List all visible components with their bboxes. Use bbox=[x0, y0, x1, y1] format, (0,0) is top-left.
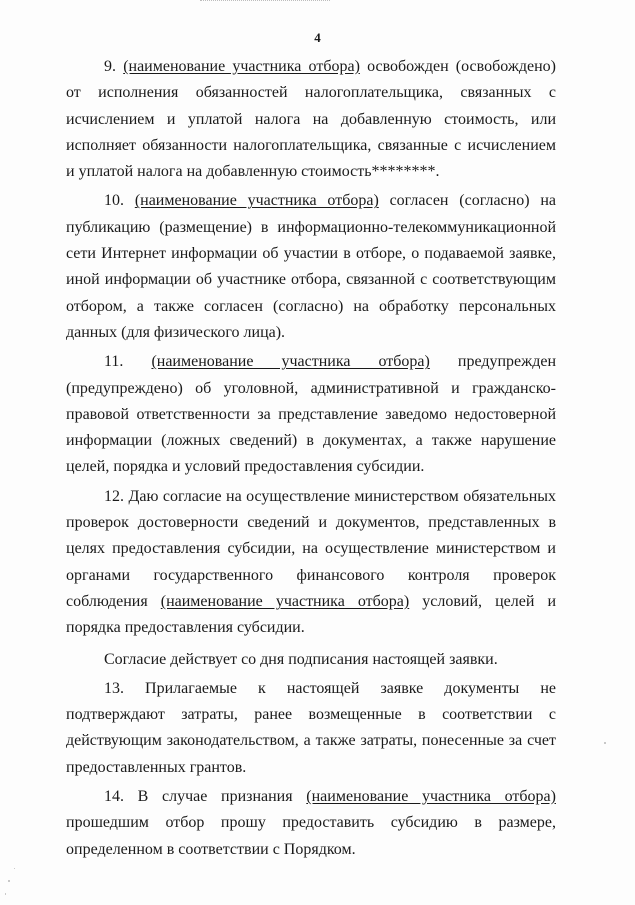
paragraph-number: 12. bbox=[104, 487, 124, 505]
participant-placeholder: (наименование участника отбора) bbox=[134, 192, 379, 210]
document-body bbox=[66, 54, 556, 866]
paragraph-text: предупрежден (предупреждено) об уголовной, административной и гражданско-правовой ответственности за представление заведомо недостоверной информации (ложных сведений) в документах, а также нарушение целей, порядка и условий предоставления субсидии. bbox=[66, 353, 556, 476]
paragraph-text-before: В случае признания bbox=[124, 788, 307, 806]
paragraph-11 bbox=[66, 349, 556, 480]
paragraph-number: 10. bbox=[104, 192, 124, 210]
paragraph-text: освобожден (освобождено) от исполнения обязанностей налогоплательщика, связанных с исчислением и уплатой налога на добавленную стоимость, или исполняет обязанности налогоплательщика, связанные с исчислением и уплатой налога на добавленную стоимость********. bbox=[66, 58, 557, 181]
paragraph-number: 14. bbox=[104, 788, 124, 806]
paragraph-text: условий, целей и порядка предоставления субсидии. bbox=[66, 592, 556, 637]
consent-validity-paragraph bbox=[66, 647, 556, 673]
paragraph-9 bbox=[66, 54, 556, 185]
participant-placeholder: (наименование участника отбора) bbox=[306, 788, 556, 806]
paragraph-number: 9. bbox=[104, 58, 116, 75]
paragraph-number: 11. bbox=[104, 353, 124, 371]
paragraph-text: Прилагаемые к настоящей заявке документы не подтверждают затраты, ранее возмещенные в соответствии с действующим законодательством, а также затраты, понесенные за счет предоставленных грантов. bbox=[66, 679, 557, 776]
scan-speck bbox=[14, 868, 15, 869]
paragraph-10 bbox=[66, 188, 556, 346]
paragraph-14 bbox=[66, 784, 556, 863]
paragraph-number: 13. bbox=[104, 679, 124, 697]
paragraph-12 bbox=[66, 484, 556, 642]
participant-placeholder: (наименование участника отбора) bbox=[160, 592, 410, 610]
scan-speck bbox=[604, 742, 606, 744]
paragraph-text-before: Даю согласие на осуществление министерством обязательных проверок достоверности сведений и документов, представленных в целях предоставления субсидии, на осуществление министерством и органами государственного финансового контроля проверок соблюдения bbox=[66, 487, 557, 610]
participant-placeholder: (наименование участника отбора) bbox=[123, 58, 360, 75]
participant-placeholder: (наименование участника отбора) bbox=[151, 353, 430, 371]
page-number: 4 bbox=[314, 30, 321, 45]
paragraph-text: Согласие действует со дня подписания настоящей заявки. bbox=[104, 650, 498, 668]
paragraph-13 bbox=[66, 676, 556, 781]
paragraph-text: прошедшим отбор прошу предоставить субсидию в размере, определенном в соответствии с Порядком. bbox=[66, 814, 556, 858]
scan-speck bbox=[8, 880, 10, 882]
paragraph-text: согласен (согласно) на публикацию (размещение) в информационно-телекоммуникационной сети Интернет информации об участии в отборе, о подаваемой заявке, иной информации об участнике отбора, связанной с соответствующим отбором, а также согласен (согласно) на обработку персональных данных (для физического лица). bbox=[66, 192, 557, 341]
scan-top-edge bbox=[200, 0, 330, 3]
scan-speck bbox=[5, 893, 6, 895]
